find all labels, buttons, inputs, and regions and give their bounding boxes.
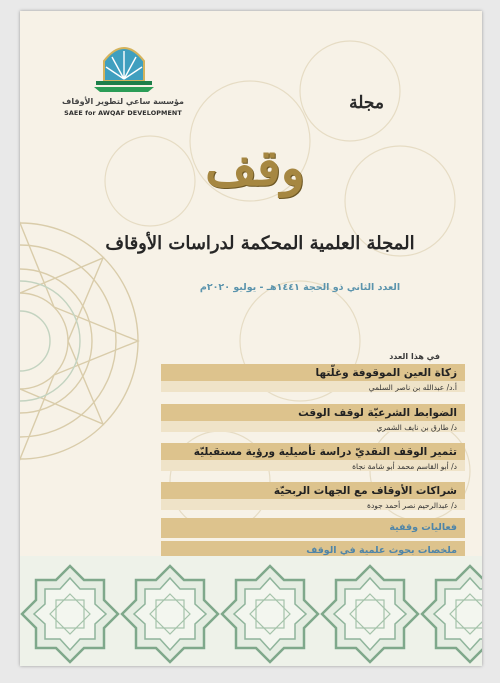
toc-entry[interactable] bbox=[161, 404, 465, 432]
toc-entry-title: زكاة العين الموقوفة وغلّتها bbox=[161, 364, 465, 381]
logo-arabic-name: مؤسسة ساعي لتطوير الأوقاف bbox=[62, 97, 184, 106]
journal-title: وقف bbox=[205, 138, 305, 197]
toc-entry-title: تثمير الوقف النقديّ دراسة تأصيلية ورؤية مستقبليّة bbox=[161, 443, 465, 460]
issue-date-line: العدد الثاني ذو الحجة ١٤٤١هـ - يوليو ٢٠٢٠م bbox=[199, 282, 401, 293]
journal-subtitle: المجلة العلمية المحكمة لدراسات الأوقاف bbox=[105, 233, 415, 254]
toc-entry[interactable] bbox=[161, 482, 465, 510]
toc-entry[interactable] bbox=[161, 443, 465, 471]
in-this-issue-heading: في هذا العدد bbox=[389, 352, 440, 361]
journal-cover bbox=[20, 11, 482, 666]
toc-entry-events[interactable] bbox=[161, 518, 465, 538]
toc-entry-title: الضوابط الشرعيّة لوقف الوقت bbox=[161, 404, 465, 421]
toc-entry-author: أ.د/ عبدالله بن ناصر السلمي bbox=[161, 381, 465, 392]
saee-logo-mark bbox=[92, 37, 156, 93]
logo-english-name: SAEE for AWQAF DEVELOPMENT bbox=[64, 109, 182, 117]
toc-entry-title: شراكات الأوقاف مع الجهات الربحيّة bbox=[161, 482, 465, 499]
toc-entry-author: د/ طارق بن نايف الشمري bbox=[161, 421, 465, 432]
toc-entry[interactable] bbox=[161, 364, 465, 392]
toc-entry-author: د/ عبدالرحيم نصر أحمد جودة bbox=[161, 499, 465, 510]
magazine-label: مجلة bbox=[349, 93, 384, 113]
toc-entry-author: د/ أبو القاسم محمد أبو شامة نجاة bbox=[161, 460, 465, 471]
toc-entry-title: فعاليات وقفية bbox=[389, 522, 457, 533]
toc-entry-title: ملخصات بحوث علمية في الوقف bbox=[306, 545, 457, 556]
star-pattern-footer bbox=[20, 556, 482, 666]
